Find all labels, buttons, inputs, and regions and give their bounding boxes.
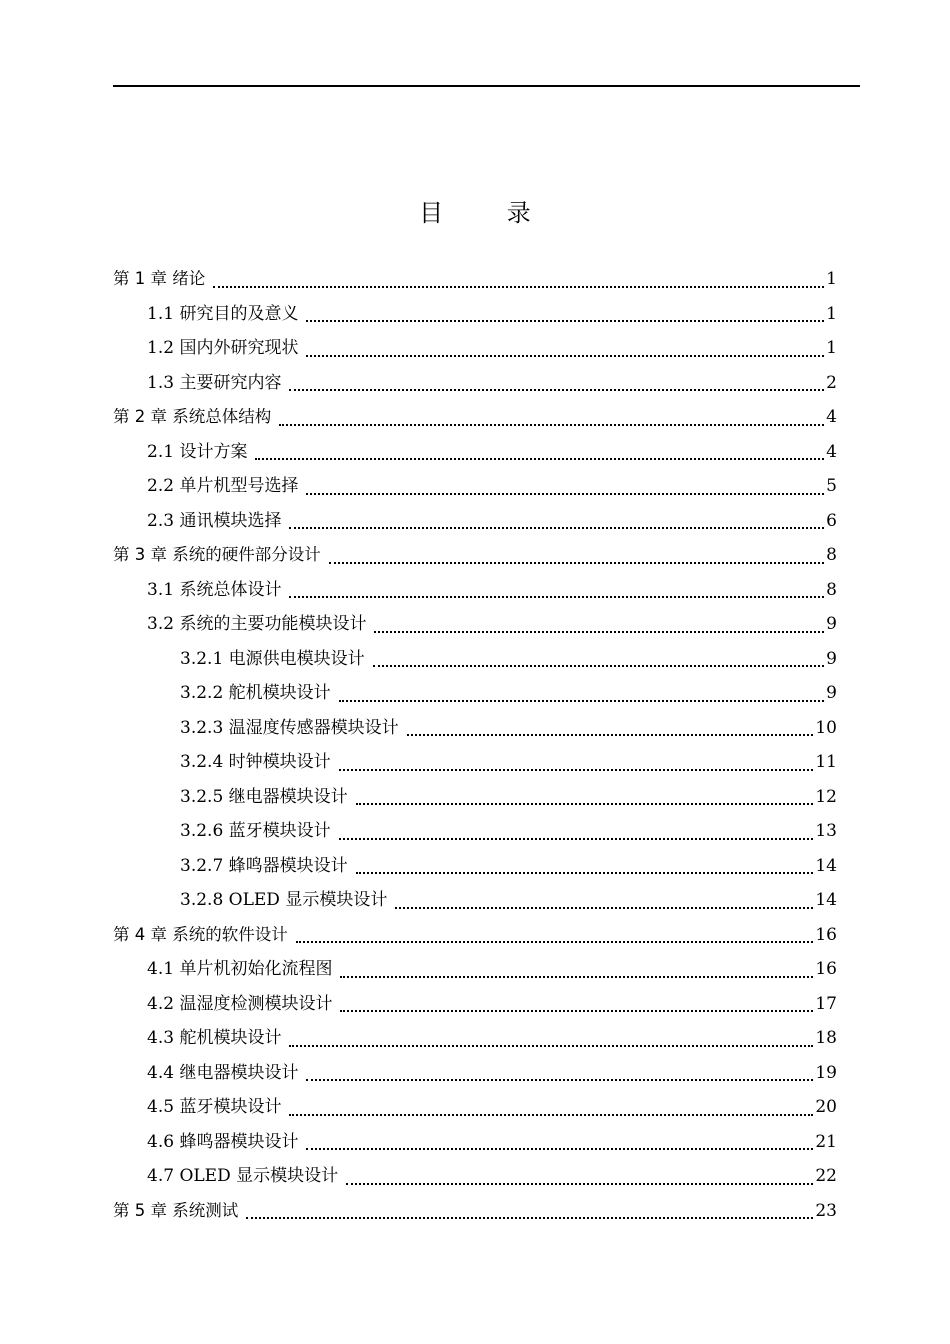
toc-entry-page: 6 xyxy=(826,510,837,531)
toc-entry-page: 17 xyxy=(815,993,837,1014)
toc-entry-page: 9 xyxy=(826,648,837,669)
toc-entry[interactable] xyxy=(113,780,837,815)
toc-entry-page: 21 xyxy=(815,1131,837,1152)
toc-dot-leader xyxy=(296,941,814,943)
table-of-contents xyxy=(113,262,837,1228)
toc-dot-leader xyxy=(289,1045,813,1047)
toc-entry-page: 1 xyxy=(826,338,837,358)
toc-dot-leader xyxy=(395,907,813,909)
toc-entry-label: 3.2.8 OLED 显示模块设计 xyxy=(180,890,388,910)
toc-entry-label: 3.2 系统的主要功能模块设计 xyxy=(147,614,367,634)
toc-entry[interactable] xyxy=(113,987,837,1022)
toc-dot-leader xyxy=(373,665,825,667)
toc-entry[interactable] xyxy=(113,918,837,953)
toc-entry-page: 8 xyxy=(826,545,837,565)
toc-entry-page: 12 xyxy=(815,786,837,807)
toc-entry-label: 4.7 OLED 显示模块设计 xyxy=(147,1166,339,1186)
toc-entry-page: 4 xyxy=(826,407,837,427)
toc-dot-leader xyxy=(289,1114,813,1116)
toc-entry[interactable] xyxy=(113,297,837,332)
toc-entry[interactable] xyxy=(113,262,837,297)
toc-entry-label: 4.1 单片机初始化流程图 xyxy=(147,959,333,979)
toc-dot-leader xyxy=(339,700,825,702)
toc-dot-leader xyxy=(329,562,824,564)
toc-dot-leader xyxy=(289,389,824,391)
toc-entry[interactable] xyxy=(113,366,837,401)
toc-dot-leader xyxy=(356,872,814,874)
toc-dot-leader xyxy=(374,631,824,633)
toc-entry-page: 19 xyxy=(815,1062,837,1083)
toc-entry[interactable] xyxy=(113,676,837,711)
toc-dot-leader xyxy=(356,803,814,805)
toc-entry-page: 2 xyxy=(826,372,837,393)
toc-dot-leader xyxy=(340,976,813,978)
toc-dot-leader xyxy=(213,286,824,288)
toc-entry-page: 14 xyxy=(815,855,837,876)
toc-dot-leader xyxy=(306,493,824,495)
toc-entry[interactable] xyxy=(113,538,837,573)
toc-entry-label: 3.2.7 蜂鸣器模块设计 xyxy=(180,855,348,876)
toc-dot-leader xyxy=(306,1148,813,1150)
toc-entry-label: 3.2.5 继电器模块设计 xyxy=(180,786,348,807)
toc-entry-label: 3.2.4 时钟模块设计 xyxy=(180,752,331,772)
toc-entry-label: 第 5 章 系统测试 xyxy=(113,1200,239,1220)
toc-entry-label: 4.2 温湿度检测模块设计 xyxy=(147,993,333,1014)
toc-entry-page: 10 xyxy=(815,717,837,738)
toc-entry[interactable] xyxy=(113,711,837,746)
toc-entry[interactable] xyxy=(113,1125,837,1160)
toc-entry[interactable] xyxy=(113,573,837,608)
toc-entry[interactable] xyxy=(113,331,837,366)
toc-entry-label: 第 4 章 系统的软件设计 xyxy=(113,924,288,944)
toc-entry[interactable] xyxy=(113,814,837,849)
toc-title: 目 录 xyxy=(419,199,559,227)
toc-entry-page: 20 xyxy=(815,1097,837,1117)
toc-entry-label: 第 1 章 绪论 xyxy=(113,269,206,288)
toc-dot-leader xyxy=(306,355,824,357)
toc-entry[interactable] xyxy=(113,435,837,470)
toc-entry-label: 第 3 章 系统的硬件部分设计 xyxy=(113,545,321,564)
toc-entry[interactable] xyxy=(113,504,837,539)
toc-entry[interactable] xyxy=(113,883,837,918)
toc-entry-label: 4.3 舵机模块设计 xyxy=(147,1028,282,1048)
toc-entry-label: 3.2.2 舵机模块设计 xyxy=(180,683,331,703)
toc-entry-page: 14 xyxy=(815,890,837,910)
toc-entry-label: 4.6 蜂鸣器模块设计 xyxy=(147,1131,299,1152)
toc-entry-label: 2.2 单片机型号选择 xyxy=(147,476,299,496)
toc-entry-page: 11 xyxy=(815,752,837,772)
toc-entry-label: 2.3 通讯模块选择 xyxy=(147,510,282,531)
toc-dot-leader xyxy=(407,734,814,736)
toc-entry-label: 4.4 继电器模块设计 xyxy=(147,1062,299,1083)
toc-dot-leader xyxy=(289,596,824,598)
toc-dot-leader xyxy=(306,320,824,322)
toc-entry-page: 9 xyxy=(826,683,837,703)
toc-entry[interactable] xyxy=(113,952,837,987)
toc-entry[interactable] xyxy=(113,1194,837,1229)
toc-entry-label: 2.1 设计方案 xyxy=(147,441,248,462)
toc-entry-page: 13 xyxy=(815,821,837,841)
toc-entry[interactable] xyxy=(113,400,837,435)
toc-dot-leader xyxy=(289,527,824,529)
toc-entry[interactable] xyxy=(113,745,837,780)
toc-entry-page: 16 xyxy=(815,959,837,979)
toc-entry-page: 16 xyxy=(815,924,837,945)
toc-dot-leader xyxy=(255,458,824,460)
toc-dot-leader xyxy=(340,1010,813,1012)
toc-entry-page: 5 xyxy=(826,476,837,496)
toc-entry-label: 1.2 国内外研究现状 xyxy=(147,338,299,358)
header-rule xyxy=(113,85,860,87)
toc-entry-page: 18 xyxy=(815,1028,837,1048)
toc-dot-leader xyxy=(306,1079,813,1081)
toc-entry-label: 第 2 章 系统总体结构 xyxy=(113,407,272,426)
toc-entry[interactable] xyxy=(113,1056,837,1091)
toc-dot-leader xyxy=(346,1183,813,1185)
toc-entry[interactable] xyxy=(113,469,837,504)
toc-dot-leader xyxy=(339,838,814,840)
toc-entry-page: 23 xyxy=(815,1200,837,1221)
toc-entry-label: 3.2.6 蓝牙模块设计 xyxy=(180,821,331,841)
toc-entry-label: 1.1 研究目的及意义 xyxy=(147,303,299,324)
toc-dot-leader xyxy=(279,424,824,426)
toc-entry-page: 8 xyxy=(826,579,837,600)
toc-entry-label: 3.2.3 温湿度传感器模块设计 xyxy=(180,717,399,738)
toc-dot-leader xyxy=(246,1217,813,1219)
toc-entry-label: 3.2.1 电源供电模块设计 xyxy=(180,648,365,669)
toc-entry-page: 1 xyxy=(826,269,837,289)
toc-entry-label: 1.3 主要研究内容 xyxy=(147,372,282,393)
toc-entry[interactable] xyxy=(113,607,837,642)
toc-entry[interactable] xyxy=(113,1090,837,1125)
toc-entry-label: 4.5 蓝牙模块设计 xyxy=(147,1097,282,1117)
toc-entry[interactable] xyxy=(113,642,837,677)
toc-entry-label: 3.1 系统总体设计 xyxy=(147,579,282,600)
toc-entry-page: 9 xyxy=(826,614,837,634)
toc-entry-page: 22 xyxy=(815,1166,837,1186)
toc-entry-page: 1 xyxy=(826,303,837,324)
toc-entry[interactable] xyxy=(113,1159,837,1194)
toc-entry[interactable] xyxy=(113,849,837,884)
toc-dot-leader xyxy=(339,769,814,771)
toc-entry[interactable] xyxy=(113,1021,837,1056)
toc-entry-page: 4 xyxy=(826,441,837,462)
